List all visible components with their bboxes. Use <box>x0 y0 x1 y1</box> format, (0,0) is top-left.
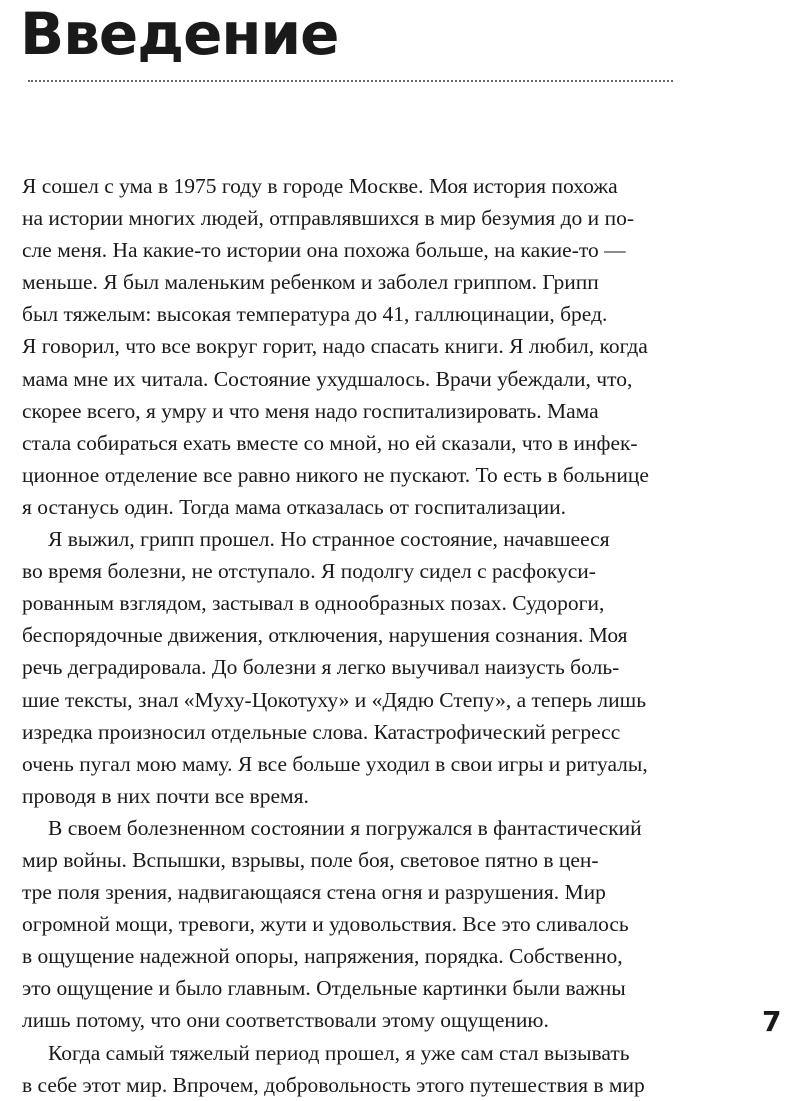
paragraph-2 <box>22 523 672 812</box>
title-divider <box>28 80 673 82</box>
text-line: во время болезни, не отступало. Я подолгу сидел с расфокуси- <box>22 559 596 584</box>
text-line: это ощущение и было главным. Отдельные картинки были важны <box>22 976 626 1001</box>
text-line: беспорядочные движения, отключения, нарушения сознания. Моя <box>22 623 628 648</box>
text-line: очень пугал мою маму. Я все больше уходил в свои игры и ритуалы, <box>22 751 648 776</box>
text-line: рованным взглядом, застывал в однообразных позах. Судороги, <box>22 591 605 616</box>
text-line: на истории многих людей, отправлявшихся в мир безумия до и по- <box>22 206 634 231</box>
text-line: В своем болезненном состоянии я погружался в фантастический <box>48 815 642 840</box>
chapter-title: Введение <box>20 0 339 68</box>
text-line: Я выжил, грипп прошел. Но странное состояние, начавшееся <box>48 527 610 552</box>
text-line: в ощущение надежной опоры, напряжения, порядка. Собственно, <box>22 944 623 969</box>
text-line: Я сошел с ума в 1975 году в городе Москве. Моя история похожа <box>22 174 618 198</box>
text-line: изредка произносил отдельные слова. Катастрофический регресс <box>22 719 621 744</box>
text-line: проводя в них почти все время. <box>22 783 309 808</box>
text-line: Когда самый тяжелый период прошел, я уже сам стал вызывать <box>48 1040 630 1065</box>
text-line: огромной мощи, тревоги, жути и удовольствия. Все это сливалось <box>22 912 629 937</box>
text-line: речь деградировала. До болезни я легко выучивал наизусть боль- <box>22 655 620 680</box>
text-line: Я говорил, что все вокруг горит, надо спасать книги. Я любил, когда <box>22 334 648 359</box>
page-number: 7 <box>762 1005 782 1038</box>
body-text <box>22 170 672 1101</box>
text-line: был тяжелым: высокая температура до 41, галлюцинации, бред. <box>22 302 608 327</box>
text-line: я останусь один. Тогда мама отказалась от госпитализации. <box>22 494 567 519</box>
text-line: ционное отделение все равно никого не пускают. То есть в больнице <box>22 462 649 487</box>
text-line: шие тексты, знал «Муху-Цокотуху» и «Дядю Степу», а теперь лишь <box>22 687 647 712</box>
text-line: сле меня. На какие-то истории она похожа больше, на какие-то — <box>22 238 626 263</box>
text-line: скорее всего, я умру и что меня надо госпитализировать. Мама <box>22 398 599 423</box>
text-line: в себе этот мир. Впрочем, добровольность этого путешествия в мир <box>22 1072 645 1097</box>
text-line: тре поля зрения, надвигающаяся стена огня и разрушения. Мир <box>22 880 606 905</box>
text-line: мир войны. Вспышки, взрывы, поле боя, световое пятно в цен- <box>22 847 599 872</box>
text-line: лишь потому, что они соответствовали этому ощущению. <box>22 1008 549 1033</box>
paragraph-3 <box>22 812 672 1037</box>
paragraph-1 <box>22 170 672 523</box>
text-line: мама мне их читала. Состояние ухудшалось. Врачи убеждали, что, <box>22 366 633 391</box>
text-line: меньше. Я был маленьким ребенком и заболел гриппом. Грипп <box>22 270 599 295</box>
paragraph-4 <box>22 1037 672 1101</box>
text-line: стала собираться ехать вместе со мной, но ей сказали, что в инфек- <box>22 430 638 455</box>
